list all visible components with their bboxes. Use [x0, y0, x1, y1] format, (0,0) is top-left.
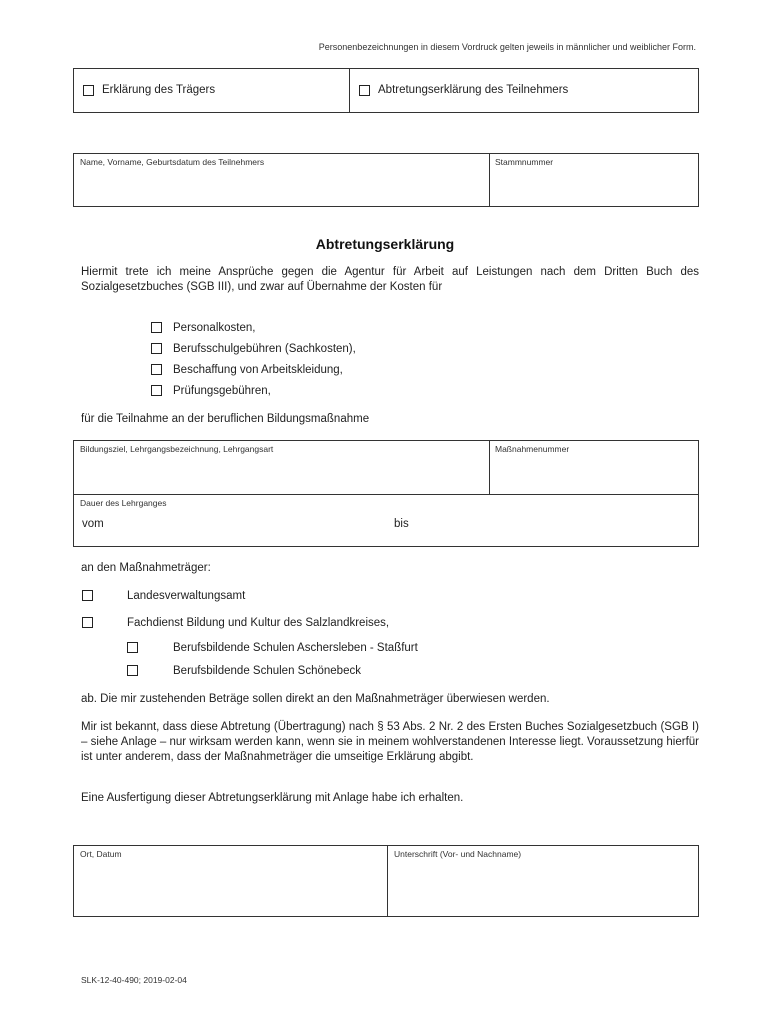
participation-text: für die Teilnahme an der beruflichen Bildungsmaßnahme — [81, 413, 370, 425]
page-title: Abtretungserklärung — [315, 236, 455, 252]
cost-item-label: Berufsschulgebühren (Sachkosten), — [173, 343, 356, 355]
cost-item-label: Prüfungsgebühren, — [173, 385, 271, 397]
cost-item-label: Beschaffung von Arbeitskleidung, — [173, 364, 343, 376]
participant-name-field[interactable] — [75, 170, 487, 206]
intro-paragraph: Hiermit trete ich meine Ansprüche gegen die Agentur für Arbeit auf Leistungen nach dem Dritten Buch des Sozialgesetzbuches (SGB III), und zwar auf Übernahme der Kosten für — [81, 266, 699, 293]
school-schoenebeck-checkbox[interactable] — [127, 665, 138, 676]
school-label: Berufsbildende Schulen Schönebeck — [173, 665, 361, 677]
fachdienst-label: Fachdienst Bildung und Kultur des Salzlandkreises, — [127, 617, 390, 629]
stammnummer-label: Stammnummer — [495, 157, 554, 167]
traeger-label: Erklärung des Trägers — [102, 84, 216, 96]
measure-number-field[interactable] — [491, 457, 697, 493]
measure-number-label: Maßnahmenummer — [495, 444, 570, 454]
school-aschersleben-checkbox[interactable] — [127, 642, 138, 653]
place-date-field[interactable] — [75, 862, 385, 916]
participant-box — [73, 153, 699, 207]
signature-field[interactable] — [389, 862, 697, 916]
participant-name-label: Name, Vorname, Geburtsdatum des Teilnehmers — [80, 157, 265, 167]
copy-received-text: Eine Ausfertigung dieser Abtretungserklärung mit Anlage habe ich erhalten. — [81, 792, 464, 804]
payment-text: ab. Die mir zustehenden Beträge sollen direkt an den Maßnahmeträger überwiesen werden. — [81, 693, 550, 705]
arbeitskleidung-checkbox[interactable] — [151, 364, 162, 375]
teilnehmer-checkbox[interactable] — [359, 85, 370, 96]
landesverwaltungsamt-label: Landesverwaltungsamt — [127, 590, 246, 602]
traeger-checkbox[interactable] — [83, 85, 94, 96]
pruefungsgebuehren-checkbox[interactable] — [151, 385, 162, 396]
measure-goal-label: Bildungsziel, Lehrgangsbezeichnung, Lehrgangsart — [80, 444, 274, 454]
signature-label: Unterschrift (Vor- und Nachname) — [394, 849, 522, 859]
signature-divider — [387, 846, 388, 916]
measure-goal-field[interactable] — [75, 457, 487, 493]
form-code: SLK-12-40-490; 2019-02-04 — [81, 975, 187, 985]
legal-paragraph: Mir ist bekannt, dass diese Abtretung (Übertragung) nach § 53 Abs. 2 Nr. 2 des Ersten Buches Sozialgesetzbuch (SGB I) – siehe Anlage – nur wirksam werden kann, wenn sie in meinem wohlverstandenen Interesse liegt. Voraussetzung hierfür ist unter anderem, dass der Maßnahmeträger die umseitige Erklärung abgibt. — [81, 721, 699, 763]
to-date-field[interactable] — [414, 511, 694, 541]
cost-item-label: Personalkosten, — [173, 322, 256, 334]
signature-box — [73, 845, 699, 917]
landesverwaltungsamt-checkbox[interactable] — [82, 590, 93, 601]
measure-divider — [489, 441, 490, 494]
declaration-type-divider — [349, 69, 350, 112]
from-label: vom — [82, 518, 104, 530]
participant-divider — [489, 154, 490, 206]
personalkosten-checkbox[interactable] — [151, 322, 162, 333]
measure-box — [73, 440, 699, 547]
teilnehmer-label: Abtretungserklärung des Teilnehmers — [378, 84, 569, 96]
to-label: bis — [394, 518, 409, 530]
school-label: Berufsbildende Schulen Aschersleben - Staßfurt — [173, 642, 418, 654]
fachdienst-checkbox[interactable] — [82, 617, 93, 628]
provider-intro: an den Maßnahmeträger: — [81, 562, 211, 574]
stammnummer-field[interactable] — [491, 170, 697, 206]
berufsschulgebuehren-checkbox[interactable] — [151, 343, 162, 354]
place-date-label: Ort, Datum — [80, 849, 122, 859]
duration-label: Dauer des Lehrganges — [80, 498, 167, 508]
measure-row-divider — [74, 494, 698, 495]
declaration-type-box — [73, 68, 699, 113]
from-date-field[interactable] — [110, 511, 380, 541]
form-notice: Personenbezeichnungen in diesem Vordruck gelten jeweils in männlicher und weiblicher Form. — [318, 42, 696, 52]
